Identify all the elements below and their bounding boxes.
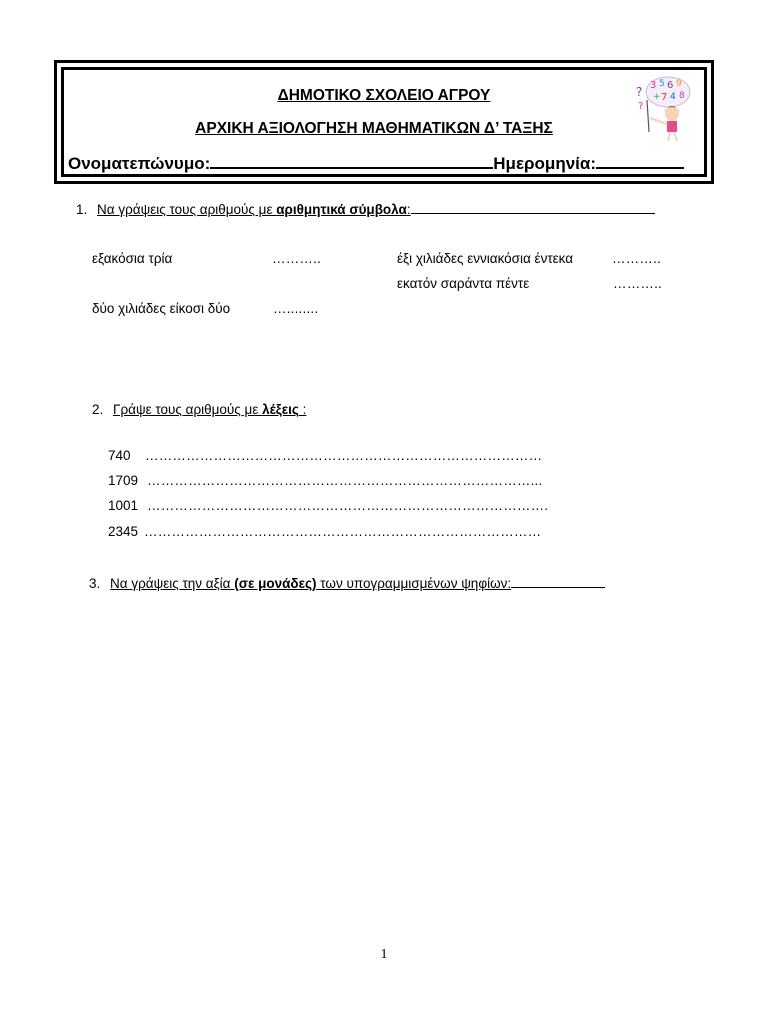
q1-item-label: εξακόσια τρία [92, 251, 173, 266]
q2-number: 2345 [108, 524, 139, 539]
date-field[interactable] [596, 153, 684, 169]
svg-text:4: 4 [670, 92, 676, 102]
header-box [54, 60, 714, 184]
q1-item-label: εκατόν σαράντα πέντε [397, 276, 530, 291]
svg-text:3: 3 [650, 80, 657, 91]
name-field[interactable] [210, 153, 493, 169]
q1-answer-blank[interactable]: ……….. [613, 276, 663, 291]
q1-answer-blank[interactable]: ……….. [272, 251, 322, 266]
date-label: Ημερομηνία: [493, 154, 597, 173]
question-2 [92, 402, 306, 417]
school-name: ΔΗΜΟΤΙΚΟ ΣΧΟΛΕΙΟ ΑΓΡΟΥ [277, 87, 491, 104]
question-1-text: Να γράψεις τους αριθμούς με αριθμητικά σύμβολα: [97, 202, 411, 217]
q2-number: 1001 [108, 498, 139, 513]
q2-number: 740 [108, 448, 131, 463]
q2-answer-line[interactable]: …………………………………………………………………………... [147, 473, 543, 488]
q2-answer-line[interactable]: …………………………………………………………………………… [145, 448, 543, 463]
question-1-number: 1. [76, 202, 88, 217]
header-inner-border [61, 67, 707, 177]
q2-number: 1709 [108, 473, 139, 488]
question-3 [89, 575, 605, 591]
svg-text:?: ? [638, 101, 644, 112]
svg-text:6: 6 [667, 80, 674, 91]
svg-text:?: ? [636, 85, 643, 99]
page-number: 1 [380, 947, 388, 962]
test-title: ΑΡΧΙΚΗ ΑΞΙΟΛΟΓΗΣΗ ΜΑΘΗΜΑΤΙΚΩΝ Δ’ ΤΑΞΗΣ [195, 120, 553, 137]
svg-text:7: 7 [661, 92, 668, 103]
q1-item-label: έξι χιλιάδες εννιακόσια έντεκα [397, 251, 574, 266]
question-1-underline [411, 201, 655, 214]
q2-answer-line[interactable]: ……………………………………………………………………………. [147, 498, 549, 513]
name-label: Ονοματεπώνυμο: [68, 154, 211, 173]
question-3-number: 3. [89, 576, 101, 591]
question-1 [76, 201, 655, 217]
question-2-number: 2. [92, 402, 104, 417]
girl-with-numbers-icon [630, 74, 694, 144]
svg-text:+: + [653, 92, 661, 102]
svg-text:9: 9 [676, 79, 682, 89]
q1-answer-blank[interactable]: …........ [273, 301, 319, 316]
q1-item-label: δύο χιλιάδες είκοσι δύο [92, 301, 231, 316]
q2-answer-line[interactable]: …………………………………………………………………………… [144, 524, 542, 539]
name-date-row [68, 153, 684, 174]
question-3-underline [511, 575, 605, 588]
q1-answer-blank[interactable]: ……….. [612, 251, 662, 266]
svg-text:5: 5 [659, 79, 665, 89]
svg-text:8: 8 [679, 91, 685, 101]
question-3-text: Να γράψεις την αξία (σε μονάδες) των υπογραμμισμένων ψηφίων: [110, 576, 512, 591]
question-2-text: Γράψε τους αριθμούς με λέξεις : [113, 402, 307, 417]
